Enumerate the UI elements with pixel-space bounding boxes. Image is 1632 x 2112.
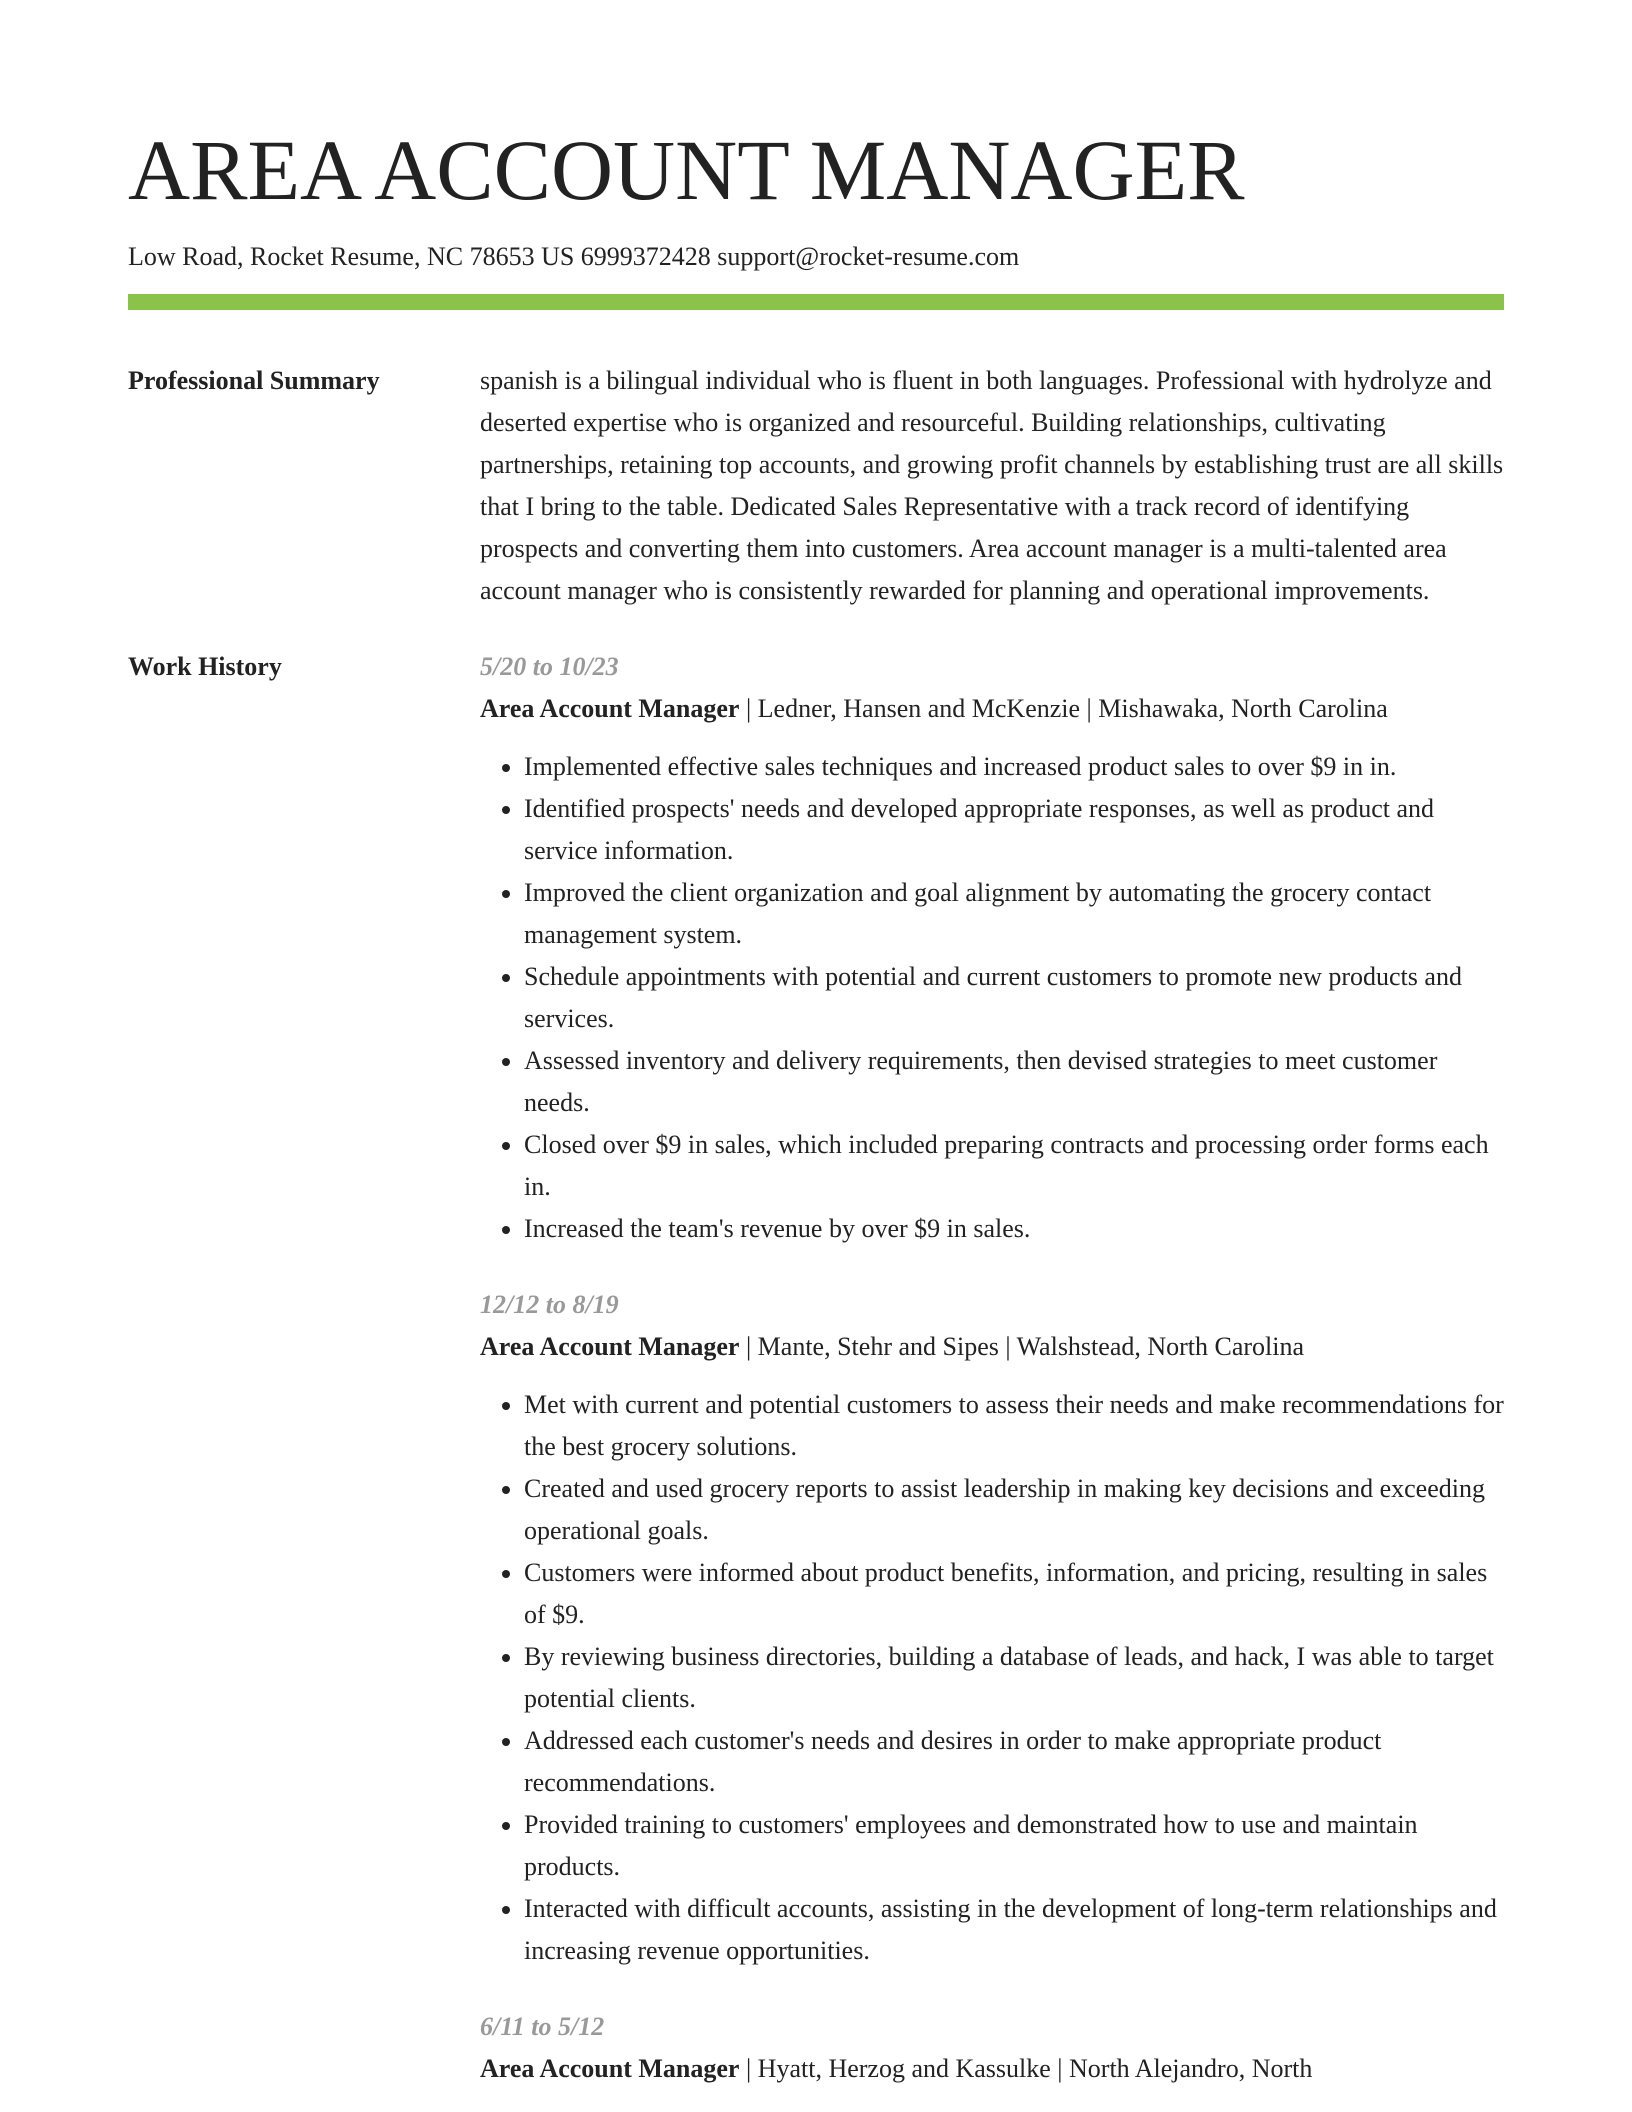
job-details: | Mante, Stehr and Sipes | Walshstead, North Carolina xyxy=(739,1332,1305,1361)
job-bullet: • Schedule appointments with potential and current customers to promote new products and services. xyxy=(524,956,1504,1040)
work-history-content xyxy=(480,646,1504,2090)
job-entry xyxy=(480,646,1504,1250)
job-bullet: • Addressed each customer's needs and desires in order to make appropriate product recommendations. xyxy=(524,1720,1504,1804)
job-bullet-list xyxy=(480,746,1504,1250)
summary-label: Professional Summary xyxy=(128,366,380,395)
job-dates: 6/11 to 5/12 xyxy=(480,2012,605,2041)
accent-divider xyxy=(128,294,1504,310)
summary-content xyxy=(480,360,1504,612)
job-details: | Hyatt, Herzog and Kassulke | North Alejandro, North xyxy=(739,2054,1313,2083)
job-entry xyxy=(480,1284,1504,1972)
job-title: Area Account Manager xyxy=(480,694,740,723)
work-history-label: Work History xyxy=(128,652,282,681)
job-bullet: • Identified prospects' needs and developed appropriate responses, as well as product and service information. xyxy=(524,788,1504,872)
job-heading xyxy=(480,2048,1504,2090)
job-bullet: • Provided training to customers' employees and demonstrated how to use and maintain products. xyxy=(524,1804,1504,1888)
job-entry xyxy=(480,2006,1504,2090)
job-bullet-list xyxy=(480,1384,1504,1972)
resume-page xyxy=(128,0,1504,2090)
job-heading xyxy=(480,1326,1504,1368)
job-dates: 5/20 to 10/23 xyxy=(480,652,619,681)
job-bullet: • By reviewing business directories, building a database of leads, and hack, I was able to target potential clients. xyxy=(524,1636,1504,1720)
job-bullet: • Customers were informed about product benefits, information, and pricing, resulting in sales of $9. xyxy=(524,1552,1504,1636)
job-bullet: • Implemented effective sales techniques and increased product sales to over $9 in in. xyxy=(524,746,1504,788)
job-bullet: • Assessed inventory and delivery requirements, then devised strategies to meet customer needs. xyxy=(524,1040,1504,1124)
resume-name-heading: AREA ACCOUNT MANAGER xyxy=(128,122,1245,218)
job-title: Area Account Manager xyxy=(480,2054,740,2083)
job-bullet: • Improved the client organization and goal alignment by automating the grocery contact management system. xyxy=(524,872,1504,956)
job-details: | Ledner, Hansen and McKenzie | Mishawaka, North Carolina xyxy=(739,694,1388,723)
summary-text: spanish is a bilingual individual who is fluent in both languages. Professional with hydrolyze and deserted expertise who is organized and resourceful. Building relationships, cultivating partnerships, retaining top accounts, and growing profit channels by establishing trust are all skills that I bring to the table. Dedicated Sales Representative with a track record of identifying prospects and converting them into customers. Area account manager is a multi-talented area account manager who is consistently rewarded for planning and operational improvements. xyxy=(480,366,1504,605)
job-bullet: • Created and used grocery reports to assist leadership in making key decisions and exceeding operational goals. xyxy=(524,1468,1504,1552)
job-bullet: • Met with current and potential customers to assess their needs and make recommendations for the best grocery solutions. xyxy=(524,1384,1504,1468)
work-history-section xyxy=(128,646,1504,2090)
summary-section xyxy=(128,360,1504,612)
job-bullet: • Interacted with difficult accounts, assisting in the development of long-term relationships and increasing revenue opportunities. xyxy=(524,1888,1504,1972)
job-bullet: • Closed over $9 in sales, which included preparing contracts and processing order forms each in. xyxy=(524,1124,1504,1208)
contact-line: Low Road, Rocket Resume, NC 78653 US 6999372428 support@rocket-resume.com xyxy=(128,242,1020,271)
job-dates: 12/12 to 8/19 xyxy=(480,1290,619,1319)
job-heading xyxy=(480,688,1504,730)
job-bullet: • Increased the team's revenue by over $9 in sales. xyxy=(524,1208,1504,1250)
job-title: Area Account Manager xyxy=(480,1332,740,1361)
